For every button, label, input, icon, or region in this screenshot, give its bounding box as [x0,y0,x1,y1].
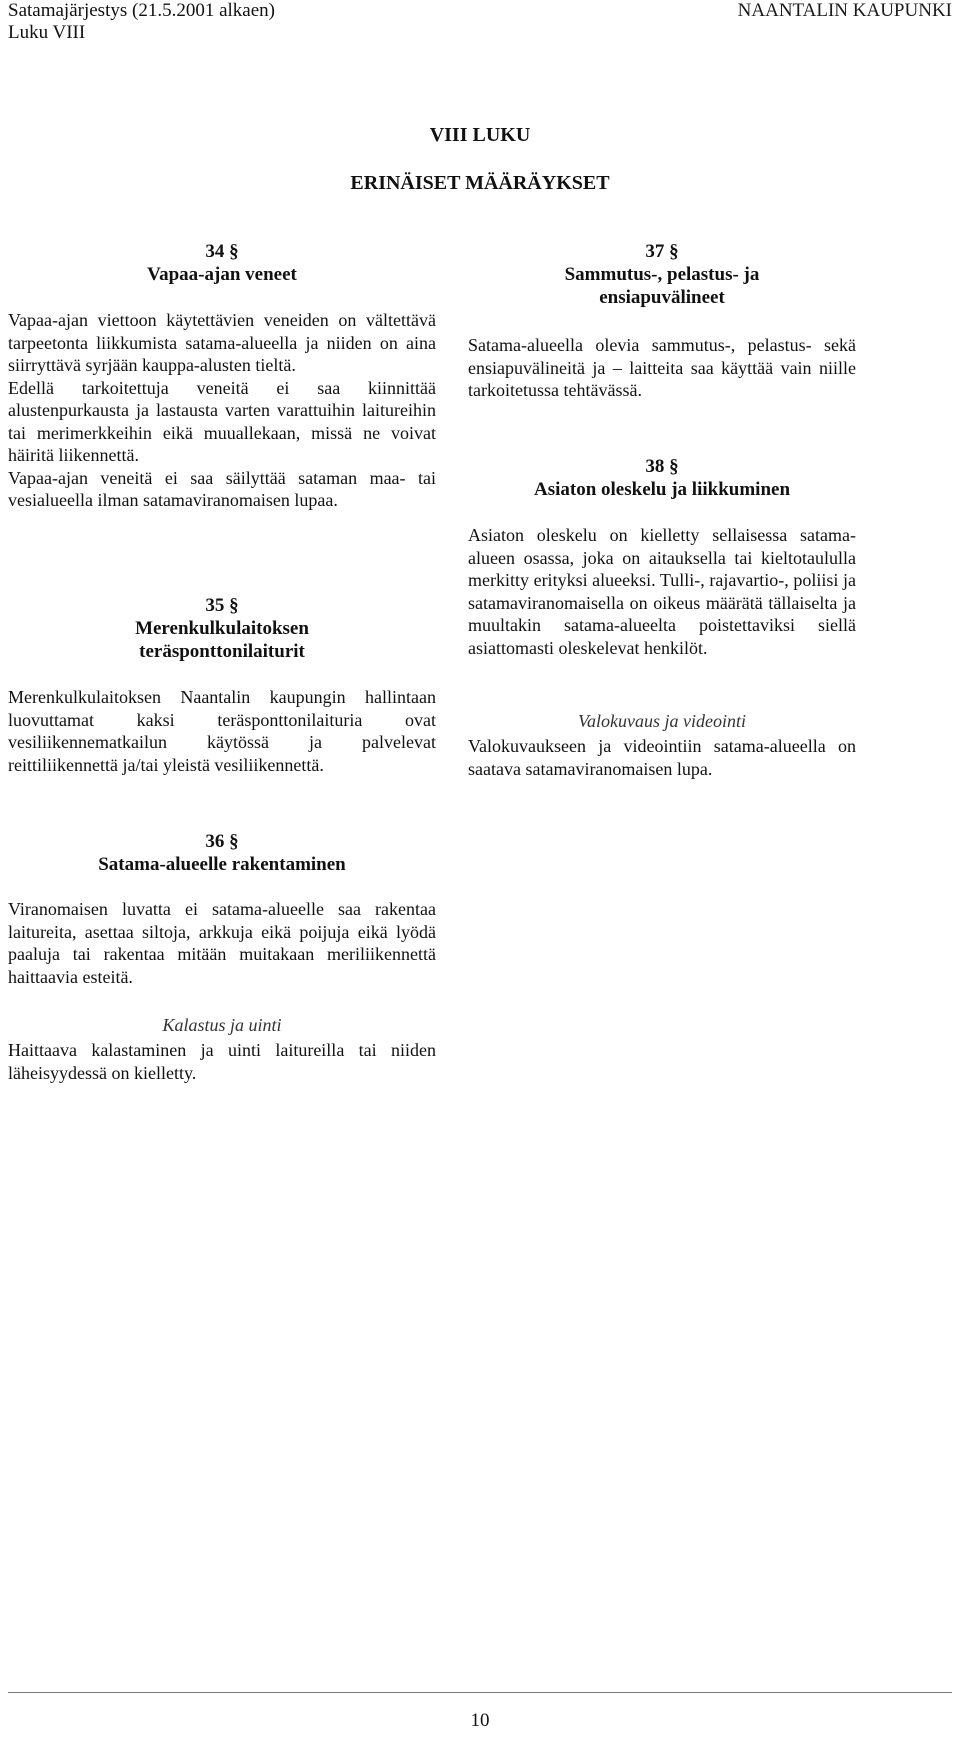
section-38-heading [468,455,856,501]
section-34-title: Vapaa-ajan veneet [147,264,297,285]
section-38-subheading: Valokuvaus ja videointi [578,711,746,731]
section-34-body [8,309,436,512]
section-37-heading [468,240,856,309]
section-37-paragraph: Satama-alueella olevia sammutus-, pelastus- sekä ensiapuvälineitä ja – laitteita saa käyttää vain niille tarkoitetussa tehtävässä. [468,335,856,400]
section-38-title: Asiaton oleskelu ja liikkuminen [533,479,791,500]
section-36-subheading: Kalastus ja uinti [162,1015,282,1035]
header-chapter-label: Luku VIII [8,22,86,43]
section-38-paragraph: Asiaton oleskelu on kielletty sellaisessa satama-alueen osassa, joka on aitauksella tai kieltotaululla merkitty erityksi alueeksi. Tulli-, rajavartio-, poliisi ja satamaviranomaisella on oikeus määrätä tällaiselta ja muultakin satama-alueelta poistettaviksi siellä asiattomasti oleskelevat henkilöt. [468,525,856,658]
section-35-heading [8,594,436,663]
section-36-heading [8,830,436,876]
section-35-title-line-1: Merenkulkulaitoksen [135,618,309,639]
section-38-number: 38 § [645,456,679,477]
section-34-paragraph-3: Vapaa-ajan veneitä ei saa säilyttää sataman maa- tai vesialueella ilman satamaviranomaisen lupaa. [8,467,436,510]
footer-rule [8,1692,952,1693]
section-34-number: 34 § [205,241,239,262]
section-37-number: 37 § [645,241,679,262]
section-34-heading [8,240,436,286]
section-36-number: 36 § [205,831,239,852]
section-36-sub-paragraph: Haittaava kalastaminen ja uinti laitureilla tai niiden läheisyydessä on kielletty. [8,1040,436,1083]
header-document-title: Satamajärjestys (21.5.2001 alkaen) [8,0,275,21]
section-35-paragraph: Merenkulkulaitoksen Naantalin kaupungin hallintaan luovuttamat kaksi teräsponttonilaituria ovat vesiliikennematkailun käytössä ja palvelevat reittiliikennettä ja/tai yleistä vesiliikennettä. [8,687,436,775]
section-36-paragraph: Viranomaisen luvatta ei satama-alueelle saa rakentaa laitureita, asettaa siltoja, arkkuja eikä poijuja eikä lyödä paaluja tai rakentaa mitään muitakaan meriliikennettä haittaavia esteitä. [8,899,436,987]
section-34-paragraph-1: Vapaa-ajan viettoon käytettävien veneiden on vältettävä tarpeetonta liikkumista satama-alueella ja niiden on aina siirryttävä syrjään kauppa-alusten tieltä. [8,310,436,375]
section-35-title-line-2: teräsponttonilaiturit [139,641,305,662]
section-34-paragraph-2: Edellä tarkoitettuja veneitä ei saa kiinnittää alustenpurkausta ja lastausta varten varattuihin laitureihin tai merimerkkeihin eikä muuallekaan, missä ne voivat häiritä liikennettä. [8,377,436,465]
chapter-title: ERINÄISET MÄÄRÄYKSET [350,172,610,194]
page-number: 10 [470,1710,490,1731]
header-municipality: NAANTALIN KAUPUNKI [737,0,952,21]
section-35-number: 35 § [205,595,239,616]
header-left [8,0,428,44]
chapter-number: VIII LUKU [429,124,531,146]
section-36-title: Satama-alueelle rakentaminen [98,854,346,875]
section-37-title-line-1: Sammutus-, pelastus- ja [564,264,760,285]
section-38-sub-paragraph: Valokuvaukseen ja videointiin satama-alueella on saatava satamaviranomaisen lupa. [468,736,856,779]
section-37-title-line-2: ensiapuvälineet [599,287,725,308]
